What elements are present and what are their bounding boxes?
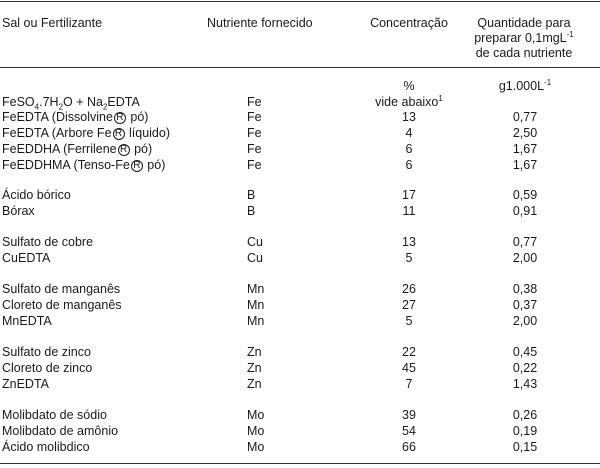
- row-salt-suffix: líquido): [125, 126, 171, 140]
- unit-concentration: %: [403, 79, 415, 93]
- row-quantity: 0,77: [512, 110, 538, 124]
- row-salt-text: FeEDDHA (Ferrilene: [2, 142, 117, 156]
- row-nutrient: Mn: [247, 314, 265, 328]
- row-salt: Cloreto de manganês: [2, 298, 122, 312]
- row-quantity: 0,37: [512, 298, 538, 312]
- row-salt: [2, 158, 165, 172]
- unit-quantity-text: g1.000L: [498, 79, 545, 93]
- row-concentration: 6: [405, 158, 413, 172]
- row-concentration: 6: [405, 142, 413, 156]
- row-salt: Sulfato de zinco: [2, 345, 91, 359]
- row-salt-feso4: [2, 95, 140, 112]
- row-concentration: 13: [402, 235, 416, 249]
- row-concentration: 27: [402, 298, 416, 312]
- row-salt: [2, 110, 148, 124]
- row-concentration-text: vide abaixo: [375, 95, 439, 109]
- row-quantity: 0,26: [512, 408, 538, 422]
- row-salt: CuEDTA: [2, 251, 51, 265]
- row-nutrient: Cu: [247, 251, 263, 265]
- header-quantity-line3: de cada nutriente: [475, 46, 573, 60]
- row-quantity: 0,38: [512, 282, 538, 296]
- bottom-rule: [0, 463, 600, 464]
- header-quantity-line2: [458, 31, 590, 45]
- header-concentration: Concentração: [370, 16, 448, 30]
- top-rule: [0, 1, 600, 2]
- header-quantity-line1: Quantidade para: [477, 16, 571, 30]
- row-nutrient: Mo: [247, 408, 265, 422]
- row-quantity: 2,00: [512, 314, 538, 328]
- row-nutrient: Fe: [247, 126, 262, 140]
- header-rule: [0, 67, 600, 68]
- row-nutrient: Fe: [247, 110, 262, 124]
- row-nutrient: Mn: [247, 282, 265, 296]
- row-nutrient: Fe: [247, 142, 262, 156]
- row-quantity: 0,15: [512, 440, 538, 454]
- row-salt: [2, 126, 170, 140]
- row-concentration: 5: [405, 314, 413, 328]
- row-salt: Ácido molibdico: [2, 440, 90, 454]
- row-concentration: 66: [402, 440, 416, 454]
- row-quantity: 1,67: [512, 158, 538, 172]
- row-concentration: 54: [402, 424, 416, 438]
- row-quantity: 1,43: [512, 377, 538, 391]
- row-nutrient: Mn: [247, 298, 265, 312]
- row-concentration: 13: [402, 110, 416, 124]
- row-nutrient: Mo: [247, 440, 265, 454]
- row-nutrient: Zn: [247, 377, 262, 391]
- row-concentration: 39: [402, 408, 416, 422]
- row-quantity: 0,59: [512, 188, 538, 202]
- row-salt: Ácido bórico: [2, 188, 71, 202]
- row-salt: Cloreto de zinco: [2, 361, 93, 375]
- header-quantity-line2-sup: -1: [566, 29, 574, 39]
- row-nutrient: Zn: [247, 361, 262, 375]
- row-nutrient: B: [247, 188, 256, 202]
- row-concentration: 45: [402, 361, 416, 375]
- row-salt: Sulfato de cobre: [2, 235, 94, 249]
- registered-mark-icon: R: [118, 144, 130, 156]
- header-nutrient: Nutriente fornecido: [207, 16, 313, 30]
- row-salt-suffix: pó): [126, 110, 149, 124]
- row-salt-feso4-p4: O + Na: [63, 95, 103, 109]
- row-salt: MnEDTA: [2, 314, 52, 328]
- unit-quantity: [465, 79, 585, 93]
- row-salt-feso4-p6: EDTA: [107, 95, 140, 109]
- row-salt: ZnEDTA: [2, 377, 49, 391]
- unit-quantity-sup: -1: [544, 77, 552, 87]
- header-salt: Sal ou Fertilizante: [2, 16, 103, 30]
- row-quantity: 0,45: [512, 345, 538, 359]
- footnote-marker: 1: [438, 93, 443, 103]
- row-concentration: 5: [405, 251, 413, 265]
- row-quantity: 0,77: [512, 235, 538, 249]
- row-salt-feso4-p5: 2: [102, 102, 108, 112]
- row-salt-suffix: pó): [143, 158, 166, 172]
- registered-mark-icon: R: [131, 160, 143, 172]
- row-salt-feso4-p3: 2: [58, 102, 64, 112]
- row-quantity: 0,91: [512, 204, 538, 218]
- row-salt: [2, 142, 152, 156]
- row-concentration: 7: [405, 377, 413, 391]
- registered-mark-icon: R: [114, 112, 126, 124]
- registered-mark-icon: R: [113, 128, 125, 140]
- row-quantity: 0,19: [512, 424, 538, 438]
- row-concentration: 22: [402, 345, 416, 359]
- row-nutrient: Zn: [247, 345, 262, 359]
- row-quantity: 2,00: [512, 251, 538, 265]
- row-nutrient: Fe: [247, 158, 262, 172]
- row-concentration: 11: [402, 204, 416, 218]
- row-nutrient: Mo: [247, 424, 265, 438]
- row-quantity: 0,22: [512, 361, 538, 375]
- row-salt: Molibdato de sódio: [2, 408, 107, 422]
- row-salt: Bórax: [2, 204, 35, 218]
- row-nutrient: B: [247, 204, 256, 218]
- row-salt-text: FeEDTA (Arbore Fe: [2, 126, 112, 140]
- row-salt: Molibdato de amônio: [2, 424, 119, 438]
- row-quantity: 1,67: [512, 142, 538, 156]
- row-salt-text: FeEDDHMA (Tenso-Fe: [2, 158, 130, 172]
- row-concentration: 26: [402, 282, 416, 296]
- header-quantity-line2-text: preparar 0,1mgL: [474, 31, 567, 45]
- row-concentration: [356, 95, 462, 109]
- row-salt-feso4-p0: FeSO: [2, 95, 35, 109]
- row-salt-feso4-p1: 4: [34, 102, 40, 112]
- row-quantity: 2,50: [512, 126, 538, 140]
- row-concentration: 4: [405, 126, 413, 140]
- row-salt-text: FeEDTA (Dissolvine: [2, 110, 113, 124]
- row-nutrient: Fe: [247, 95, 262, 109]
- row-salt-feso4-p2: .7H: [39, 95, 59, 109]
- row-concentration: 17: [402, 188, 416, 202]
- row-salt-suffix: pó): [130, 142, 153, 156]
- row-salt: Sulfato de manganês: [2, 282, 121, 296]
- row-nutrient: Cu: [247, 235, 263, 249]
